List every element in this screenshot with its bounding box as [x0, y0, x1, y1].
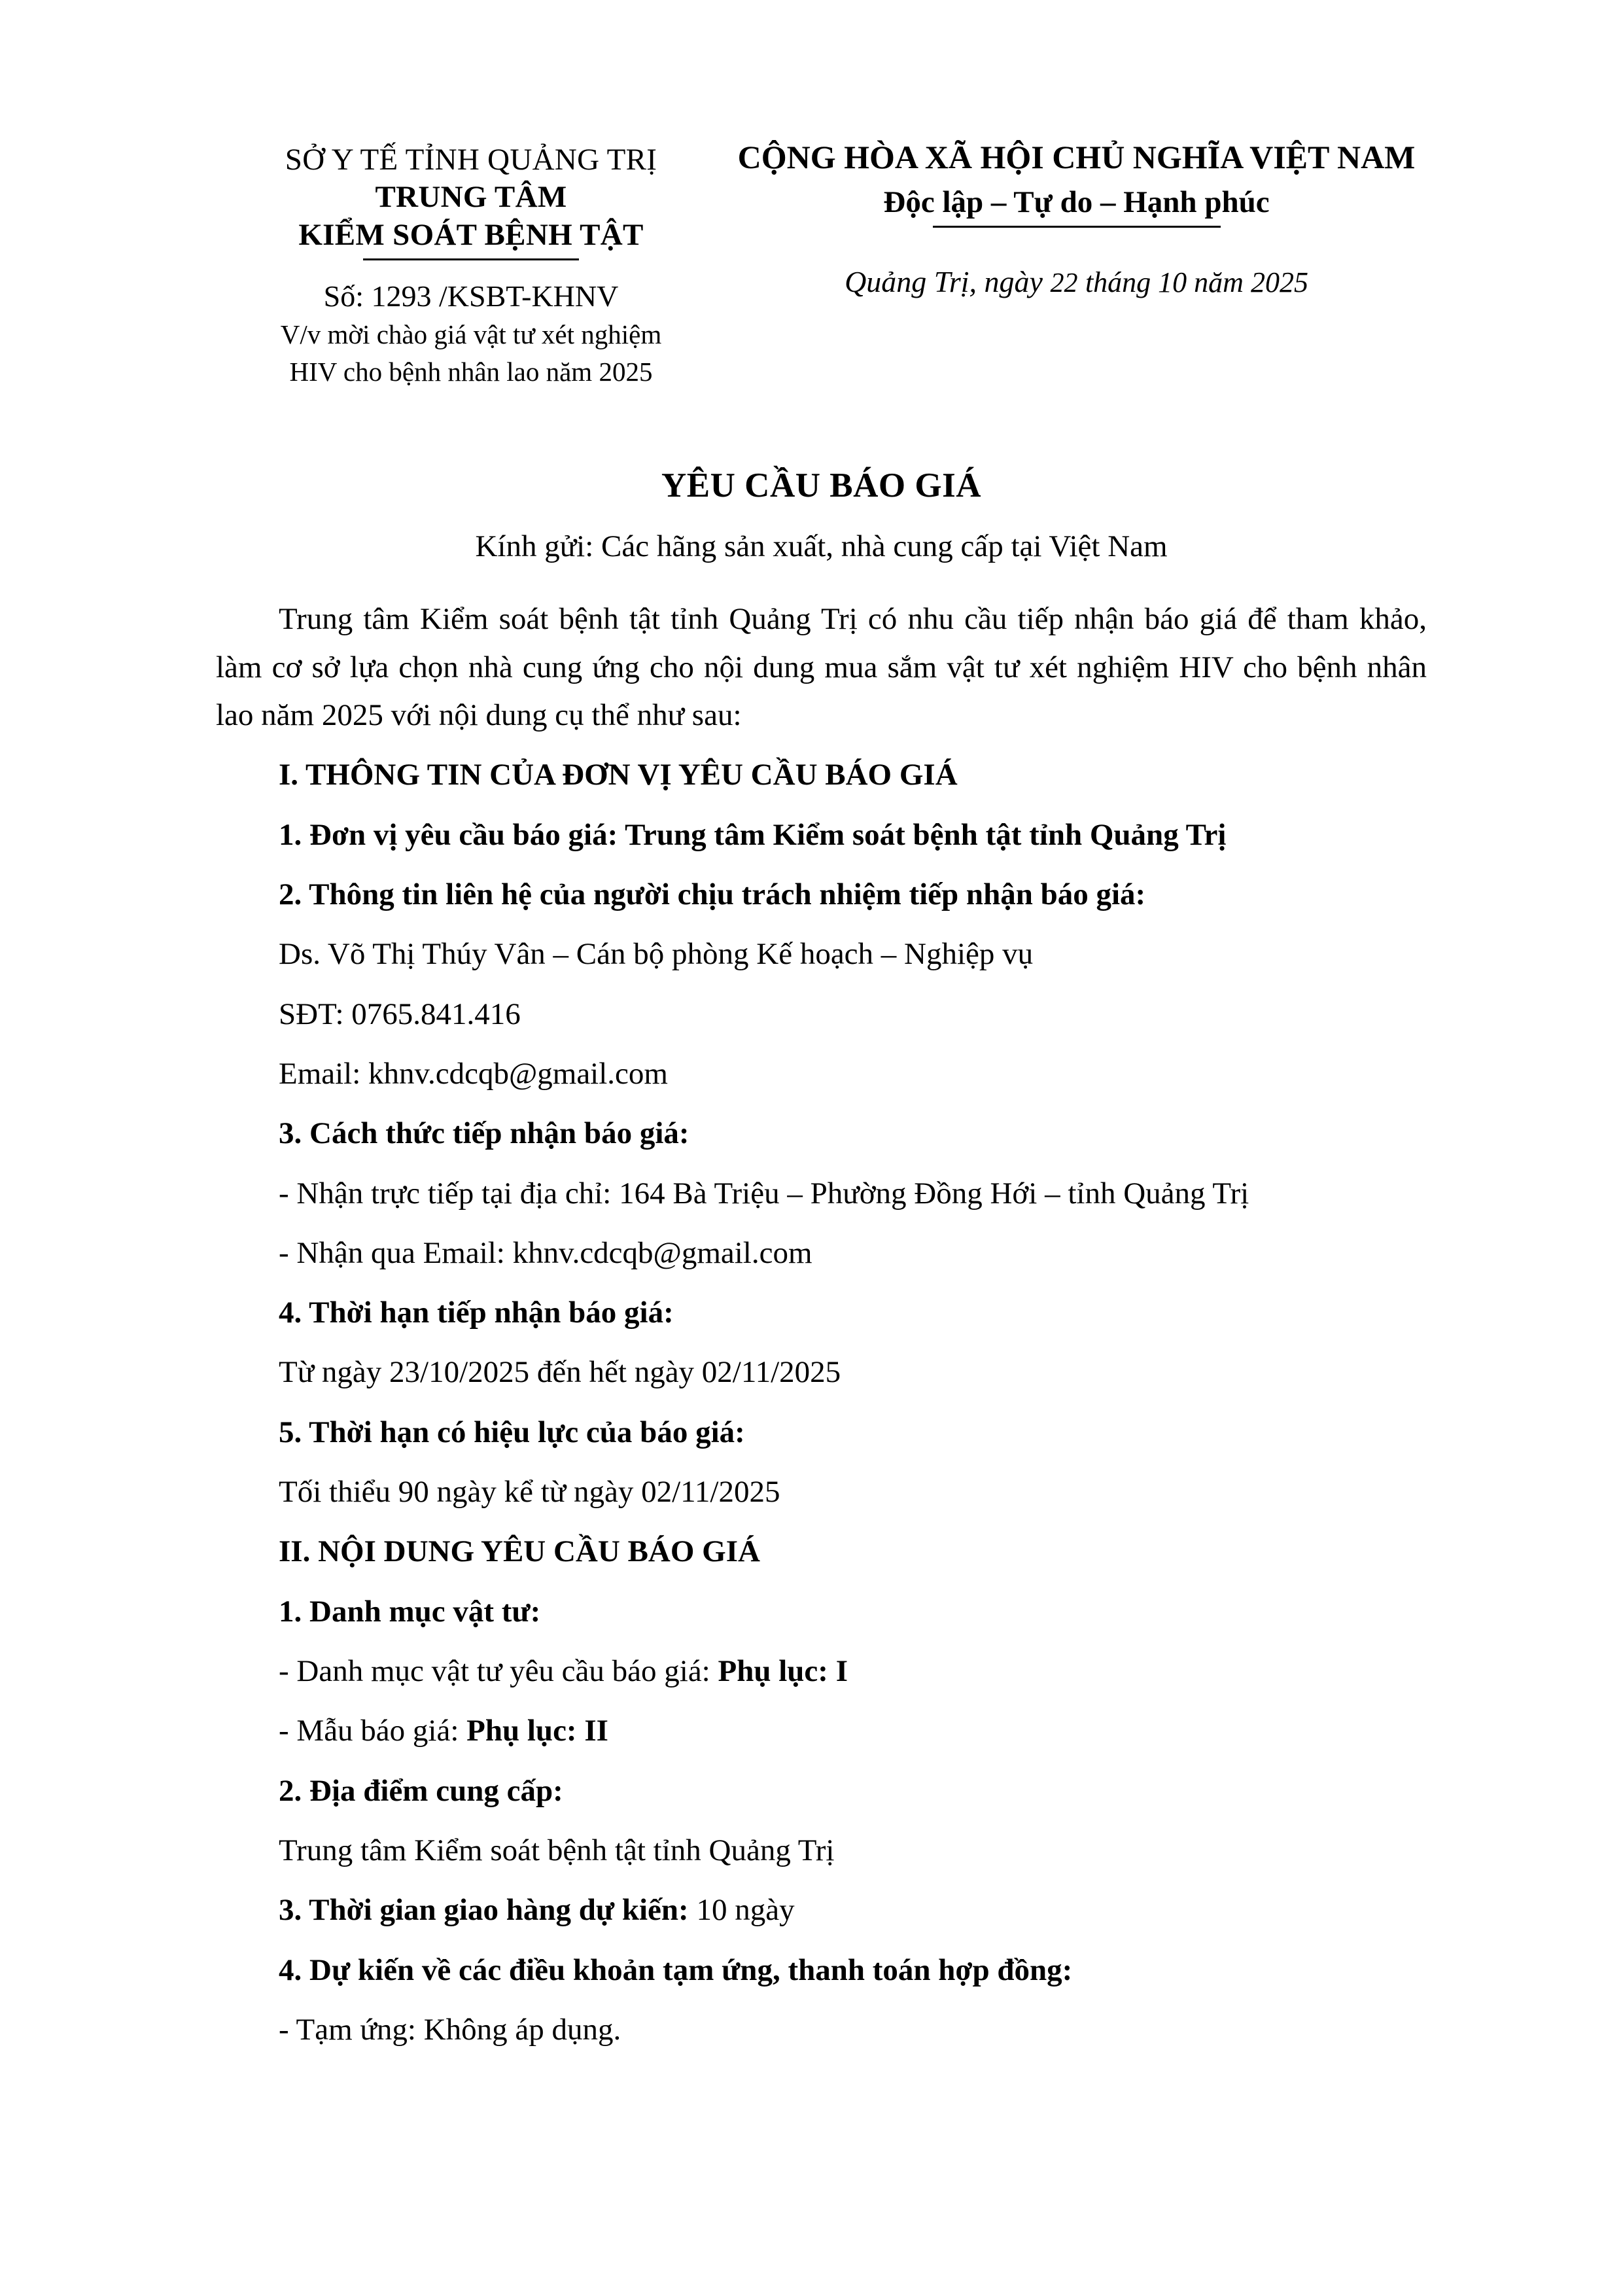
date-place: Quảng Trị, ngày [845, 264, 1043, 298]
section-i-item-1: 1. Đơn vị yêu cầu báo giá: Trung tâm Kiểm soát bệnh tật tỉnh Quảng Trị [279, 817, 1227, 852]
issuing-authority-block [216, 131, 726, 389]
quote-template-text: - Mẫu báo giá: [279, 1714, 467, 1748]
section-i-item-3: 3. Cách thức tiếp nhận báo giá: [279, 1116, 689, 1151]
section-i-item-4: 4. Thời hạn tiếp nhận báo giá: [279, 1296, 674, 1330]
section-ii-heading: II. NỘI DUNG YÊU CẦU BÁO GIÁ [279, 1534, 760, 1569]
header-right-divider [933, 226, 1221, 228]
section-ii-item-2: 2. Địa điểm cung cấp: [279, 1773, 563, 1808]
quote-template-bullet [216, 1695, 1427, 1755]
nation-name: CỘNG HÒA XÃ HỘI CHỦ NGHĨA VIỆT NAM [737, 139, 1416, 175]
department-name: SỞ Y TẾ TỈNH QUẢNG TRỊ [285, 143, 657, 177]
header-left-divider [363, 258, 579, 260]
submission-address: - Nhận trực tiếp tại địa chỉ: 164 Bà Triệu – Phường Đồng Hới – tỉnh Quảng Trị [279, 1176, 1249, 1210]
section-i-item-5: 5. Thời hạn có hiệu lực của báo giá: [279, 1415, 745, 1449]
delivery-location: Trung tâm Kiểm soát bệnh tật tỉnh Quảng Trị [279, 1833, 835, 1867]
date-day: 22 [1050, 268, 1078, 298]
section-ii-item-1: 1. Danh mục vật tư: [279, 1594, 541, 1629]
section-ii-item-4: 4. Dự kiến về các điều khoản tạm ứng, thanh toán hợp đồng: [279, 1952, 1073, 1987]
document-body [216, 595, 1427, 2054]
advance-payment-bullet: - Tạm ứng: Không áp dụng. [279, 2012, 621, 2047]
document-number: Số: 1293 /KSBT-KHNV [323, 279, 619, 313]
submission-email: - Nhận qua Email: khnv.cdcqb@gmail.com [279, 1235, 812, 1270]
document-header [216, 131, 1427, 389]
section-ii-item-3 [216, 1875, 1427, 1934]
quote-validity: Tối thiểu 90 ngày kể từ ngày 02/11/2025 [279, 1475, 780, 1510]
recipient-line: Kính gửi: Các hãng sản xuất, nhà cung cấp tại Việt Nam [475, 529, 1168, 564]
center-name-line2: KIỂM SOÁT BỆNH TẬT [298, 217, 644, 252]
place-and-date [726, 264, 1427, 299]
materials-list-text: - Danh mục vật tư yêu cầu báo giá: [279, 1654, 718, 1689]
contact-phone: SĐT: 0765.841.416 [279, 997, 521, 1031]
intro-paragraph: Trung tâm Kiểm soát bệnh tật tỉnh Quảng Trị có nhu cầu tiếp nhận báo giá để tham khảo, làm cơ sở lựa chọn nhà cung ứng cho nội dung mua sắm vật tư xét nghiệm HIV cho bệnh nhân lao năm 2025 với nội dung cụ thể như sau: [216, 602, 1427, 733]
contact-person: Ds. Võ Thị Thúy Vân – Cán bộ phòng Kế hoạch – Nghiệp vụ [279, 937, 1034, 972]
page-title: YÊU CẦU BÁO GIÁ [661, 467, 981, 505]
contact-email: Email: khnv.cdcqb@gmail.com [279, 1056, 668, 1091]
national-motto: Độc lập – Tự do – Hạnh phúc [883, 185, 1270, 219]
quote-template-appendix: Phụ lục: II [466, 1714, 608, 1748]
date-month-year: tháng 10 năm 2025 [1085, 266, 1308, 298]
section-i-heading: I. THÔNG TIN CỦA ĐƠN VỊ YÊU CẦU BÁO GIÁ [279, 758, 958, 792]
materials-list-bullet [216, 1636, 1427, 1695]
center-name-line1: TRUNG TÂM [375, 180, 567, 215]
document-subject-line1: V/v mời chào giá vật tư xét nghiệm [280, 319, 662, 350]
section-i-item-2: 2. Thông tin liên hệ của người chịu trách nhiệm tiếp nhận báo giá: [279, 877, 1146, 911]
delivery-time-label: 3. Thời gian giao hàng dự kiến: [279, 1893, 689, 1928]
materials-list-appendix: Phụ lục: I [718, 1654, 848, 1689]
document-subject-line2: HIV cho bệnh nhân lao năm 2025 [289, 356, 653, 387]
submission-deadline: Từ ngày 23/10/2025 đến hết ngày 02/11/2025 [279, 1355, 841, 1390]
national-heading-block [726, 131, 1427, 299]
delivery-time-value: 10 ngày [688, 1893, 795, 1928]
